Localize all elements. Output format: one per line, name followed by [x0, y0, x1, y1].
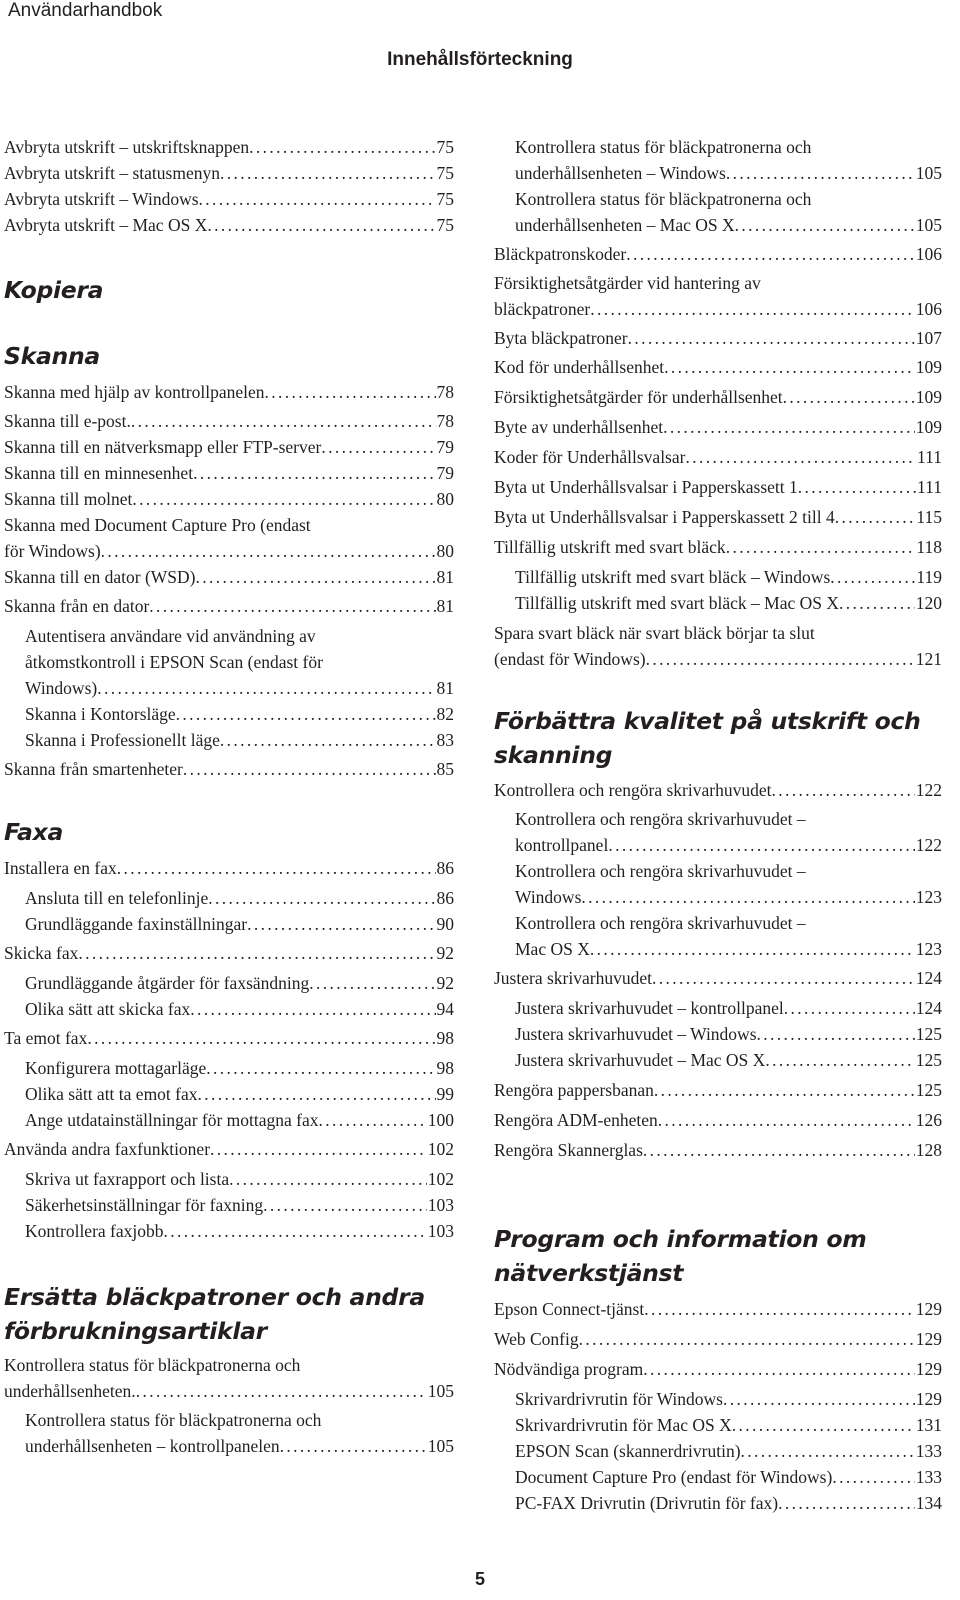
toc-entry[interactable]: Spara svart bläck när svart bläck börjar ta slut (endast för Windows) . . . 121 — [494, 620, 942, 672]
toc-right-column — [494, 0, 942, 1600]
toc-entry[interactable]: Justera skrivarhuvudet – Windows . . . 125 — [515, 1021, 942, 1047]
toc-entry[interactable]: Försiktighetsåtgärder vid hantering av bläckpatroner . . . 106 — [494, 270, 942, 322]
toc-entry[interactable]: EPSON Scan (skannerdrivrutin) . . . 133 — [515, 1438, 942, 1464]
toc-entry[interactable]: Skicka fax . . . 92 — [4, 940, 454, 966]
toc-entry[interactable]: Rengöra Skannerglas . . . 128 — [494, 1137, 942, 1163]
toc-entry[interactable]: Grundläggande åtgärder för faxsändning . . . 92 — [25, 970, 454, 996]
toc-entry[interactable]: Kontrollera och rengöra skrivarhuvudet – kontrollpanel . . . 122 — [515, 806, 942, 858]
toc-entry[interactable]: Kontrollera och rengöra skrivarhuvudet . . . 122 — [494, 777, 942, 803]
toc-entry[interactable]: Tillfällig utskrift med svart bläck . . . 118 — [494, 534, 942, 560]
toc-entry[interactable]: Byte av underhållsenhet . . . 109 — [494, 414, 942, 440]
toc-entry[interactable]: Kontrollera och rengöra skrivarhuvudet – Windows . . . 123 — [515, 858, 942, 910]
toc-entry[interactable]: Avbryta utskrift – utskriftsknappen . . . 75 — [4, 134, 454, 160]
running-header: Användarhandbok — [8, 0, 163, 21]
toc-entry[interactable]: Web Config . . . 129 — [494, 1326, 942, 1352]
toc-entry[interactable]: Justera skrivarhuvudet . . . 124 — [494, 965, 942, 991]
section-heading-forbattra[interactable] — [494, 704, 942, 772]
toc-entry[interactable]: Justera skrivarhuvudet – Mac OS X . . . 125 — [515, 1047, 942, 1073]
toc-entry[interactable]: Byta ut Underhållsvalsar i Papperskassett 2 till 4 . . . 115 — [494, 504, 942, 530]
toc-entry[interactable]: Ange utdatainställningar för mottagna fax . . . 100 — [25, 1107, 454, 1133]
section-heading-ersatta[interactable] — [4, 1280, 454, 1348]
toc-entry[interactable]: Skanna med Document Capture Pro (endast för Windows) . . . 80 — [4, 512, 454, 564]
toc-entry[interactable]: Avbryta utskrift – Mac OS X . . . 75 — [4, 212, 454, 238]
section-heading-kopiera[interactable]: Kopiera — [4, 276, 104, 304]
toc-entry[interactable]: Bläckpatronskoder . . . 106 — [494, 241, 942, 267]
page-title: Innehållsförteckning — [387, 49, 573, 70]
toc-entry[interactable]: Skanna i Kontorsläge . . . 82 — [25, 701, 454, 727]
toc-left-column — [4, 0, 454, 1600]
toc-entry[interactable]: Kontrollera status för bläckpatronerna och underhållsenheten – Windows . . . 105 — [515, 134, 942, 186]
toc-entry[interactable]: Skanna till e-post. . . . 78 — [4, 408, 454, 434]
page-number: 5 — [474, 1569, 485, 1589]
section-heading-skanna[interactable]: Skanna — [4, 342, 100, 370]
toc-entry[interactable]: Koder för Underhållsvalsar . . . 111 — [494, 444, 942, 470]
toc-entry[interactable]: Kontrollera status för bläckpatronerna och underhållsenheten – Mac OS X . . . 105 — [515, 186, 942, 238]
toc-entry[interactable]: Avbryta utskrift – Windows . . . 75 — [4, 186, 454, 212]
toc-entry[interactable]: PC-FAX Drivrutin (Drivrutin för fax) . . . 134 — [515, 1490, 942, 1516]
section-heading-program[interactable] — [494, 1222, 942, 1290]
section-heading-line: nätverkstjänst — [494, 1259, 684, 1287]
toc-entry[interactable]: Nödvändiga program . . . 129 — [494, 1356, 942, 1382]
toc-entry[interactable]: Kontrollera status för bläckpatronerna och underhållsenheten. . . . 105 — [4, 1352, 454, 1404]
toc-entry[interactable]: Olika sätt att skicka fax . . . 94 — [25, 996, 454, 1022]
toc-entry[interactable]: Säkerhetsinställningar för faxning . . . 103 — [25, 1192, 454, 1218]
toc-entry[interactable]: Skanna till en minnesenhet . . . 79 — [4, 460, 454, 486]
toc-entry[interactable]: Rengöra ADM-enheten . . . 126 — [494, 1107, 942, 1133]
section-heading-line: Förbättra kvalitet på utskrift och — [494, 707, 921, 735]
toc-entry[interactable]: Skanna i Professionellt läge . . . 83 — [25, 727, 454, 753]
toc-entry[interactable]: Skanna till en dator (WSD) . . . 81 — [4, 564, 454, 590]
toc-entry[interactable]: Skanna från smartenheter . . . 85 — [4, 756, 454, 782]
toc-entry[interactable]: Konfigurera mottagarläge . . . 98 — [25, 1055, 454, 1081]
toc-entry[interactable]: Kontrollera status för bläckpatronerna och underhållsenheten – kontrollpanelen . . . 105 — [25, 1407, 454, 1459]
toc-entry[interactable]: Rengöra pappersbanan . . . 125 — [494, 1077, 942, 1103]
toc-entry[interactable]: Ansluta till en telefonlinje . . . 86 — [25, 885, 454, 911]
toc-entry[interactable]: Document Capture Pro (endast för Windows) . . . 133 — [515, 1464, 942, 1490]
toc-entry[interactable]: Grundläggande faxinställningar . . . 90 — [25, 911, 454, 937]
toc-entry[interactable]: Installera en fax . . . 86 — [4, 855, 454, 881]
toc-entry[interactable]: Skanna till molnet . . . 80 — [4, 486, 454, 512]
toc-entry[interactable]: Avbryta utskrift – statusmenyn . . . 75 — [4, 160, 454, 186]
section-heading-line: Program och information om — [494, 1225, 867, 1253]
toc-entry[interactable]: Skanna från en dator . . . 81 — [4, 593, 454, 619]
toc-entry[interactable]: Skriva ut faxrapport och lista . . . 102 — [25, 1166, 454, 1192]
toc-entry[interactable]: Skanna till en nätverksmapp eller FTP-server . . . 79 — [4, 434, 454, 460]
toc-entry[interactable]: Kontrollera faxjobb . . . 103 — [25, 1218, 454, 1244]
toc-entry[interactable]: Kontrollera och rengöra skrivarhuvudet – Mac OS X . . . 123 — [515, 910, 942, 962]
toc-entry[interactable]: Olika sätt att ta emot fax . . . 99 — [25, 1081, 454, 1107]
toc-entry[interactable]: Tillfällig utskrift med svart bläck – Windows . . . 119 — [515, 564, 942, 590]
toc-entry[interactable]: Epson Connect-tjänst . . . 129 — [494, 1296, 942, 1322]
toc-entry[interactable]: Justera skrivarhuvudet – kontrollpanel . . . 124 — [515, 995, 942, 1021]
toc-entry[interactable]: Skrivardrivrutin för Mac OS X . . . 131 — [515, 1412, 942, 1438]
toc-entry[interactable]: Byta bläckpatroner . . . 107 — [494, 325, 942, 351]
section-heading-faxa[interactable]: Faxa — [4, 818, 64, 846]
toc-entry[interactable]: Kod för underhållsenhet . . . 109 — [494, 354, 942, 380]
section-heading-line: skanning — [494, 741, 613, 769]
toc-entry[interactable]: Skrivardrivrutin för Windows . . . 129 — [515, 1386, 942, 1412]
toc-entry[interactable]: Autentisera användare vid användning av åtkomstkontroll i EPSON Scan (endast för Windows) . . . 81 — [25, 623, 454, 701]
toc-entry[interactable]: Använda andra faxfunktioner . . . 102 — [4, 1136, 454, 1162]
toc-entry[interactable]: Ta emot fax . . . 98 — [4, 1025, 454, 1051]
section-heading-line: Ersätta bläckpatroner och andra — [4, 1283, 425, 1311]
toc-entry[interactable]: Skanna med hjälp av kontrollpanelen . . . 78 — [4, 379, 454, 405]
section-heading-line: förbrukningsartiklar — [4, 1317, 267, 1345]
toc-entry[interactable]: Försiktighetsåtgärder för underhållsenhet . . . 109 — [494, 384, 942, 410]
toc-entry[interactable]: Byta ut Underhållsvalsar i Papperskassett 1 . . . 111 — [494, 474, 942, 500]
toc-entry[interactable]: Tillfällig utskrift med svart bläck – Mac OS X . . . 120 — [515, 590, 942, 616]
